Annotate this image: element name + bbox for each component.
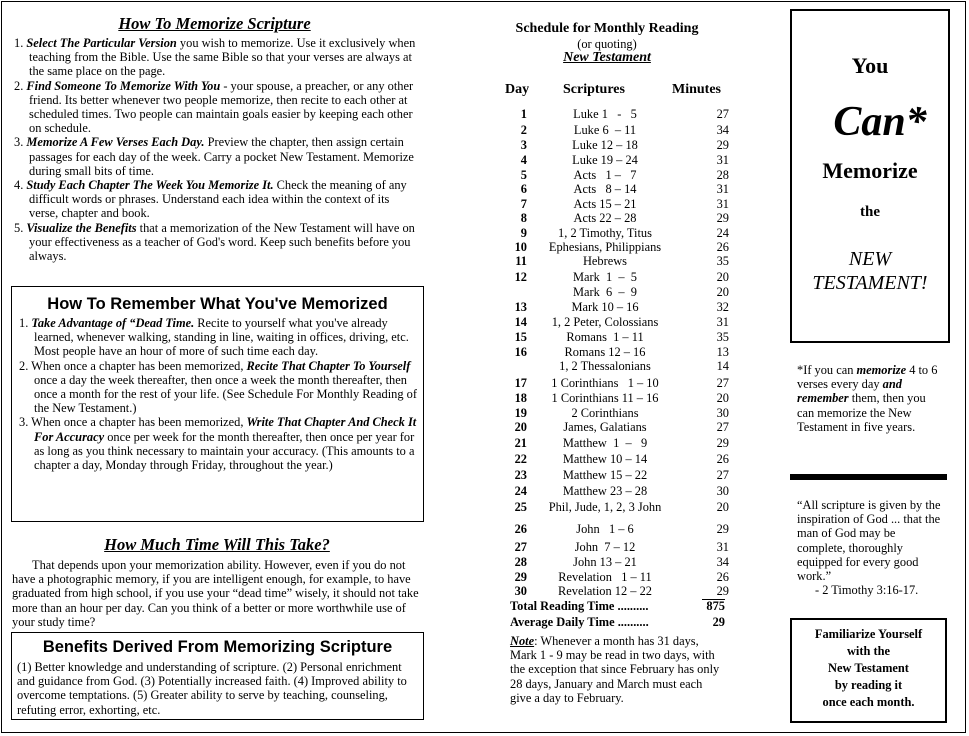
- row-minutes: 20: [716, 285, 729, 299]
- benefits-box: [11, 632, 424, 720]
- row-day: 30: [514, 584, 527, 598]
- row-scripture: Matthew 1 – 9: [562, 436, 648, 450]
- item-number: 1.: [19, 316, 29, 330]
- schedule-row: [505, 182, 735, 196]
- row-minutes: 28: [716, 168, 729, 182]
- row-day: 10: [514, 240, 527, 254]
- row-scripture: Matthew 23 – 28: [562, 484, 648, 498]
- row-scripture: 1, 2 Thessalonians: [559, 359, 651, 373]
- row-minutes: 29: [716, 211, 729, 225]
- quote-text: “All scripture is given by the inspiration of God ... that the man of God may be complete, thoroughly equipped for every good work.”: [797, 498, 941, 584]
- row-scripture: Matthew 10 – 14: [562, 452, 648, 466]
- cover-you: You: [851, 53, 889, 78]
- row-day: 5: [520, 168, 527, 182]
- row-day: 7: [520, 197, 527, 211]
- benefits-body: (1) Better knowledge and understanding of scripture. (2) Personal enrichment and guidance from God. (3) Potentially increased faith. (4) Improved ability to overcome temptations. (5) Greater ability to serve by teaching, counseling, refuting error, exhorting, etc.: [17, 660, 407, 717]
- row-day: 9: [520, 226, 527, 240]
- familiarize-line5: once each month.: [822, 695, 915, 709]
- row-day: 4: [520, 153, 527, 167]
- row-minutes: 29: [716, 436, 729, 450]
- row-scripture: Romans 12 – 16: [564, 345, 646, 359]
- footnote-pre: *If you can: [797, 363, 857, 377]
- schedule-row: [505, 452, 735, 466]
- row-minutes: 27: [716, 420, 729, 434]
- row-minutes: 24: [716, 226, 729, 240]
- cover-nt-line2: TESTAMENT!: [812, 272, 928, 294]
- item-number: 2.: [19, 358, 29, 373]
- time-body: That depends upon your memorization ability. However, even if you do not have a photographic memory, if you are intelligent enough, for example, to have graduated from high school, if you use your “dead time” wisely, it should not take more than an hour per day. Can you think of a better or more worthwhile use of your study time?: [12, 558, 419, 629]
- schedule-row: [505, 240, 735, 254]
- memorize-item: [12, 79, 417, 136]
- schedule-row: [505, 138, 735, 152]
- schedule-row: [505, 285, 735, 299]
- memorize-item: [12, 135, 417, 178]
- benefits-title: Benefits Derived From Memorizing Scripture: [42, 638, 393, 656]
- row-minutes: 29: [716, 584, 729, 598]
- row-scripture: Mark 6 – 9: [572, 285, 637, 299]
- item-pre: When once a chapter has been memorized,: [31, 415, 247, 430]
- row-scripture: Mark 10 – 16: [571, 300, 639, 314]
- item-text: that a memorization of the New Testament will have on your effectiveness as a teacher of God's word. Keep such benefits before you always.: [29, 220, 415, 264]
- memorize-title: How To Memorize Scripture: [118, 14, 311, 33]
- remember-item: [17, 415, 417, 472]
- schedule-row: [505, 197, 735, 211]
- schedule-row: [505, 153, 735, 167]
- row-scripture: Phil, Jude, 1, 2, 3 John: [548, 500, 662, 514]
- familiarize-line3: New Testament: [828, 661, 909, 675]
- row-day: 12: [514, 270, 527, 284]
- schedule-row: [505, 500, 735, 514]
- row-minutes: 27: [716, 107, 729, 121]
- row-scripture: Acts 8 – 14: [573, 182, 637, 196]
- row-day: 8: [520, 211, 527, 225]
- total-value: 875: [706, 599, 725, 613]
- schedule-row: [505, 376, 735, 390]
- item-text: once per week for the month thereafter, then once per year for as long as you think necessary to maintain your accuracy. (This amounts to a chapter a day, Monday through Friday, throughout the year.): [34, 429, 415, 473]
- row-scripture: Luke 6 – 11: [573, 123, 637, 137]
- cover-can: Can*: [833, 99, 927, 145]
- familiarize-line1: Familiarize Yourself: [814, 627, 923, 641]
- schedule-subtitle: (or quoting): [577, 37, 637, 51]
- schedule-row: [505, 270, 735, 284]
- row-minutes: 31: [716, 540, 729, 554]
- schedule-row: [505, 300, 735, 314]
- row-scripture: Luke 19 – 24: [572, 153, 638, 167]
- row-day: 23: [514, 468, 527, 482]
- total-label: Total Reading Time ..........: [510, 599, 649, 613]
- row-scripture: Matthew 15 – 22: [562, 468, 648, 482]
- schedule-row: [505, 522, 735, 536]
- row-scripture: Acts 22 – 28: [573, 211, 637, 225]
- row-day: 27: [514, 540, 527, 554]
- cover-the: the: [860, 204, 880, 220]
- cover-nt-line1: NEW: [848, 248, 892, 270]
- row-scripture: 1 Corinthians 1 – 10: [551, 376, 659, 390]
- cover-memorize: Memorize: [822, 158, 918, 183]
- row-minutes: 20: [716, 391, 729, 405]
- footnote: [797, 363, 942, 434]
- item-text: Check the meaning of any difficult words or phrases. Understand each idea within the context of its verse, chapter and book.: [29, 178, 407, 221]
- schedule-row: [505, 315, 735, 329]
- schedule-row: [505, 584, 735, 598]
- note-label: Note: [510, 634, 535, 648]
- avg-label: Average Daily Time ..........: [510, 615, 649, 629]
- row-day: 22: [514, 452, 527, 466]
- item-lead: Memorize A Few Verses Each Day.: [26, 135, 205, 150]
- item-lead: Take Advantage of “Dead Time.: [31, 316, 195, 330]
- row-day: 14: [514, 315, 527, 329]
- row-day: 6: [520, 182, 527, 196]
- schedule-row: [505, 484, 735, 498]
- item-number: 3.: [19, 415, 29, 430]
- row-scripture: 2 Corinthians: [571, 406, 639, 420]
- remember-list: [17, 316, 417, 472]
- schedule-row: [505, 330, 735, 344]
- row-scripture: Revelation 12 – 22: [558, 584, 652, 598]
- row-day: 11: [515, 254, 527, 268]
- row-minutes: 32: [716, 300, 729, 314]
- item-lead: Select The Particular Version: [26, 36, 177, 50]
- row-scripture: Acts 15 – 21: [573, 197, 637, 211]
- row-minutes: 31: [716, 315, 729, 329]
- row-day: 16: [514, 345, 527, 359]
- footnote-post: them, then you can memorize the New Testament in five years.: [797, 391, 926, 434]
- schedule-row: [505, 123, 735, 137]
- footnote-memorize: memorize: [856, 363, 907, 377]
- schedule-row: [505, 359, 735, 373]
- familiarize-line4: by reading it: [834, 678, 903, 692]
- item-lead: Visualize the Benefits: [26, 220, 137, 235]
- row-scripture: Luke 1 - 5: [573, 107, 637, 121]
- item-lead: Study Each Chapter The Week You Memorize It.: [26, 178, 274, 193]
- schedule-row: [505, 555, 735, 569]
- time-section: [12, 535, 422, 629]
- row-minutes: 14: [716, 359, 729, 373]
- item-lead: Write That Chapter And Check It For Accuracy: [34, 415, 417, 444]
- row-minutes: 31: [716, 197, 729, 211]
- row-minutes: 31: [716, 182, 729, 196]
- time-title: How Much Time Will This Take?: [104, 535, 330, 554]
- familiarize-box: [790, 618, 947, 723]
- remember-title: How To Remember What You've Memorized: [47, 295, 388, 313]
- remember-item: [17, 359, 417, 416]
- familiarize-line2: with the: [846, 644, 891, 658]
- schedule-row: [505, 436, 735, 450]
- row-scripture: Romans 1 – 11: [566, 330, 644, 344]
- row-day: 2: [520, 123, 527, 137]
- item-pre: When once a chapter has been memorized,: [31, 358, 247, 373]
- item-number: 1.: [14, 36, 24, 50]
- divider-bar: [790, 474, 947, 480]
- schedule-row: [505, 226, 735, 240]
- row-scripture: John 1 – 6: [576, 522, 634, 536]
- row-day: 17: [514, 376, 527, 390]
- schedule-row: [505, 211, 735, 225]
- row-day: 13: [514, 300, 527, 314]
- row-day: 29: [514, 570, 527, 584]
- row-minutes: 26: [716, 240, 729, 254]
- row-minutes: 29: [716, 522, 729, 536]
- schedule-row: [505, 406, 735, 420]
- item-text: - your spouse, a preacher, or any other friend. Its better whenever two people memorize, then recite to each other at scheduled times. Two people can maintain goals easier by keeping each other on schedule.: [29, 78, 414, 136]
- schedule-title: Schedule for Monthly Reading: [515, 21, 699, 36]
- row-day: 18: [514, 391, 527, 405]
- row-day: 20: [514, 420, 527, 434]
- row-day: 19: [514, 406, 527, 420]
- row-minutes: 13: [716, 345, 729, 359]
- schedule-row: [505, 570, 735, 584]
- row-minutes: 34: [716, 123, 729, 137]
- row-day: 28: [514, 555, 527, 569]
- note-text: : Whenever a month has 31 days, Mark 1 - 9 may be read in two days, with the exception that since February has only 28 days, January and March must each give a day to February.: [510, 634, 720, 705]
- row-minutes: 34: [716, 555, 729, 569]
- col-minutes-header: Minutes: [672, 82, 721, 97]
- col-scripture-header: Scriptures: [563, 82, 625, 97]
- row-scripture: Hebrews: [582, 254, 628, 268]
- row-scripture: 1, 2 Timothy, Titus: [558, 226, 652, 240]
- row-scripture: 1, 2 Peter, Colossians: [551, 315, 659, 329]
- quote-ref: - 2 Timothy 3:16-17.: [815, 583, 919, 597]
- row-scripture: Acts 1 – 7: [573, 168, 637, 182]
- item-text: you wish to memorize. Use it exclusively when teaching from the Bible. Use the same Bible so that your verses are always at the same place on the page.: [29, 36, 416, 79]
- row-minutes: 27: [716, 468, 729, 482]
- row-day: 26: [514, 522, 527, 536]
- schedule-row: [505, 468, 735, 482]
- schedule-note: [510, 634, 720, 705]
- schedule-row: [505, 391, 735, 405]
- remember-item: [17, 316, 417, 359]
- row-scripture: John 7 – 12: [574, 540, 636, 554]
- schedule-subtitle-nt: New Testament: [563, 50, 651, 65]
- row-scripture: Mark 1 – 5: [572, 270, 637, 284]
- footnote-mid: 4 to 6 verses every day: [797, 363, 938, 392]
- row-day: 15: [514, 330, 527, 344]
- item-lead: Recite That Chapter To Yourself: [246, 358, 411, 373]
- row-scripture: John 13 – 21: [573, 555, 637, 569]
- row-minutes: 26: [716, 570, 729, 584]
- row-scripture: James, Galatians: [563, 420, 647, 434]
- row-minutes: 26: [716, 452, 729, 466]
- row-scripture: 1 Corinthians 11 – 16: [551, 391, 659, 405]
- col-day-header: Day: [505, 82, 530, 97]
- row-minutes: 35: [716, 254, 729, 268]
- row-minutes: 35: [716, 330, 729, 344]
- remember-box: [11, 286, 424, 522]
- row-scripture: Revelation 1 – 11: [558, 570, 652, 584]
- footnote-remember: and remember: [797, 377, 902, 406]
- schedule-row: [505, 168, 735, 182]
- row-day: 1: [520, 107, 527, 121]
- avg-value: 29: [712, 615, 725, 629]
- item-text: once a day the week thereafter, then once a week the month thereafter, then once a month for the rest of your life. (See Schedule For Monthly Reading of the New Testament.): [34, 372, 417, 416]
- row-minutes: 20: [716, 270, 729, 284]
- item-lead: Find Someone To Memorize With You: [26, 78, 221, 93]
- row-day: 21: [514, 436, 527, 450]
- row-minutes: 30: [716, 406, 729, 420]
- item-text: Preview the chapter, then assign certain passages for each day of the week. Carry a pocket New Testament. Memorize during small bits of time.: [29, 135, 414, 178]
- row-minutes: 27: [716, 376, 729, 390]
- row-day: 3: [520, 138, 527, 152]
- schedule-row: [505, 345, 735, 359]
- item-number: 2.: [14, 78, 24, 93]
- schedule-row: [505, 420, 735, 434]
- row-minutes: 29: [716, 138, 729, 152]
- memorize-item: [12, 36, 417, 79]
- row-minutes: 20: [716, 500, 729, 514]
- row-day: 25: [514, 500, 527, 514]
- memorize-item: [12, 178, 417, 221]
- item-text: Recite to yourself what you've already learned, whenever walking, standing in line, waiting in offices, driving, etc. Most people have an hour of more of such time each day.: [34, 316, 409, 359]
- item-number: 4.: [14, 178, 24, 193]
- item-number: 3.: [14, 135, 24, 150]
- row-scripture: Ephesians, Philippians: [548, 240, 662, 254]
- memorize-section: [12, 14, 417, 263]
- row-day: 24: [514, 484, 527, 498]
- item-number: 5.: [14, 220, 24, 235]
- memorize-list: [12, 36, 417, 263]
- schedule-row: [505, 540, 735, 554]
- row-minutes: 30: [716, 484, 729, 498]
- row-scripture: Luke 12 – 18: [572, 138, 638, 152]
- schedule-row: [505, 107, 735, 121]
- schedule-row: [505, 254, 735, 268]
- memorize-item: [12, 221, 417, 264]
- row-minutes: 31: [716, 153, 729, 167]
